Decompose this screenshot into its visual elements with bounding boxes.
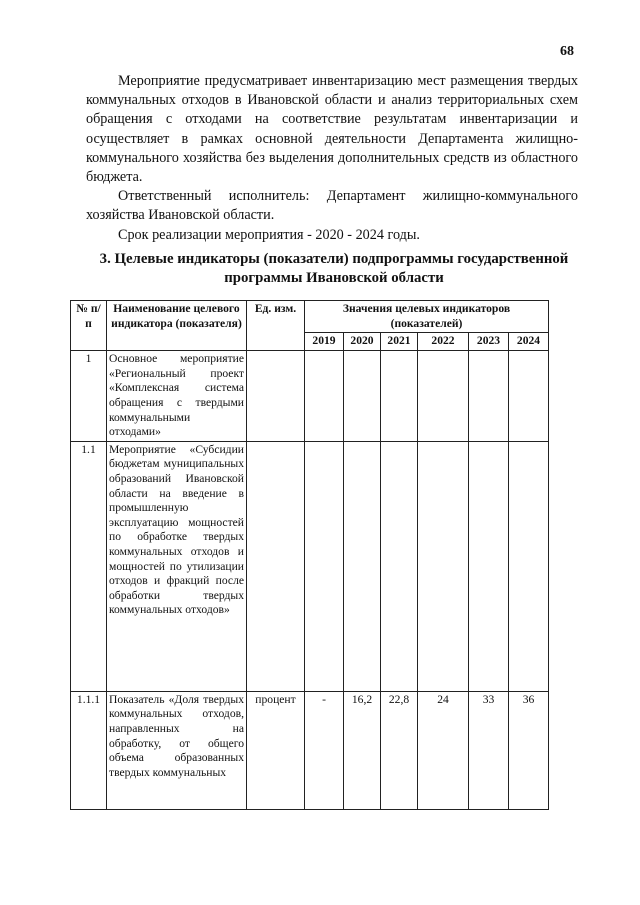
table-row (71, 351, 549, 442)
row-value (305, 441, 344, 691)
row-value (469, 351, 509, 442)
row-value (381, 441, 418, 691)
row-unit (247, 441, 305, 691)
row-num: 1 (71, 351, 107, 442)
body-text (86, 72, 578, 245)
row-value (305, 351, 344, 442)
paragraph: Мероприятие предусматривает инвентаризацию мест размещения твердых коммунальных отходов в Ивановской области и анализ территориальных схем обращения с отходами на соответствие результатам инвентаризации и осуществляет в рамках основной деятельности Департамента жилищно-коммунального хозяйства без выделения дополнительных средств из областного бюджета. (86, 73, 578, 186)
row-name: Мероприятие «Субсидии бюджетам муниципальных образований Ивановской области на введение в промышленную эксплуатацию мощностей по обработке твердых коммунальных отходов и мощностей по утилизации отходов и фракций после обработки твердых коммунальных отходов» (107, 441, 247, 691)
header-name: Наименование целевого индикатора (показателя) (107, 301, 247, 351)
paragraph: Срок реализации мероприятия - 2020 - 2024 годы. (118, 226, 420, 243)
row-value (418, 351, 469, 442)
header-year: 2023 (469, 333, 509, 351)
row-value: 33 (469, 691, 509, 809)
row-value (509, 351, 549, 442)
header-year: 2021 (381, 333, 418, 351)
row-value (344, 441, 381, 691)
header-year: 2020 (344, 333, 381, 351)
row-unit: процент (247, 691, 305, 809)
row-unit (247, 351, 305, 442)
table-row (71, 441, 549, 691)
row-value: 22,8 (381, 691, 418, 809)
row-value (344, 351, 381, 442)
header-year: 2019 (305, 333, 344, 351)
header-unit: Ед. изм. (247, 301, 305, 351)
table-header-row (71, 301, 549, 333)
row-value (381, 351, 418, 442)
header-year: 2024 (509, 333, 549, 351)
row-value (418, 441, 469, 691)
table-row (71, 691, 549, 809)
page-number: 68 (560, 44, 574, 59)
row-value: 36 (509, 691, 549, 809)
row-name: Основное мероприятие «Региональный проект «Комплексная система обращения с твердыми коммунальными отходами» (107, 351, 247, 442)
row-value: 24 (418, 691, 469, 809)
header-values: Значения целевых индикаторов (показателей) (305, 301, 549, 333)
row-name: Показатель «Доля твердых коммунальных отходов, направленных на обработку, от общего объема образованных твердых коммунальных (107, 691, 247, 809)
row-value (509, 441, 549, 691)
row-value (469, 441, 509, 691)
indicators-table (70, 300, 549, 810)
row-num: 1.1.1 (71, 691, 107, 809)
header-year: 2022 (418, 333, 469, 351)
row-num: 1.1 (71, 441, 107, 691)
section-title: 3. Целевые индикаторы (показатели) подпрограммы государственной программы Ивановской области (99, 251, 569, 286)
paragraph: Ответственный исполнитель: Департамент жилищно-коммунального хозяйства Ивановской области. (86, 188, 578, 224)
header-num: № п/п (71, 301, 107, 351)
row-value: - (305, 691, 344, 809)
row-value: 16,2 (344, 691, 381, 809)
